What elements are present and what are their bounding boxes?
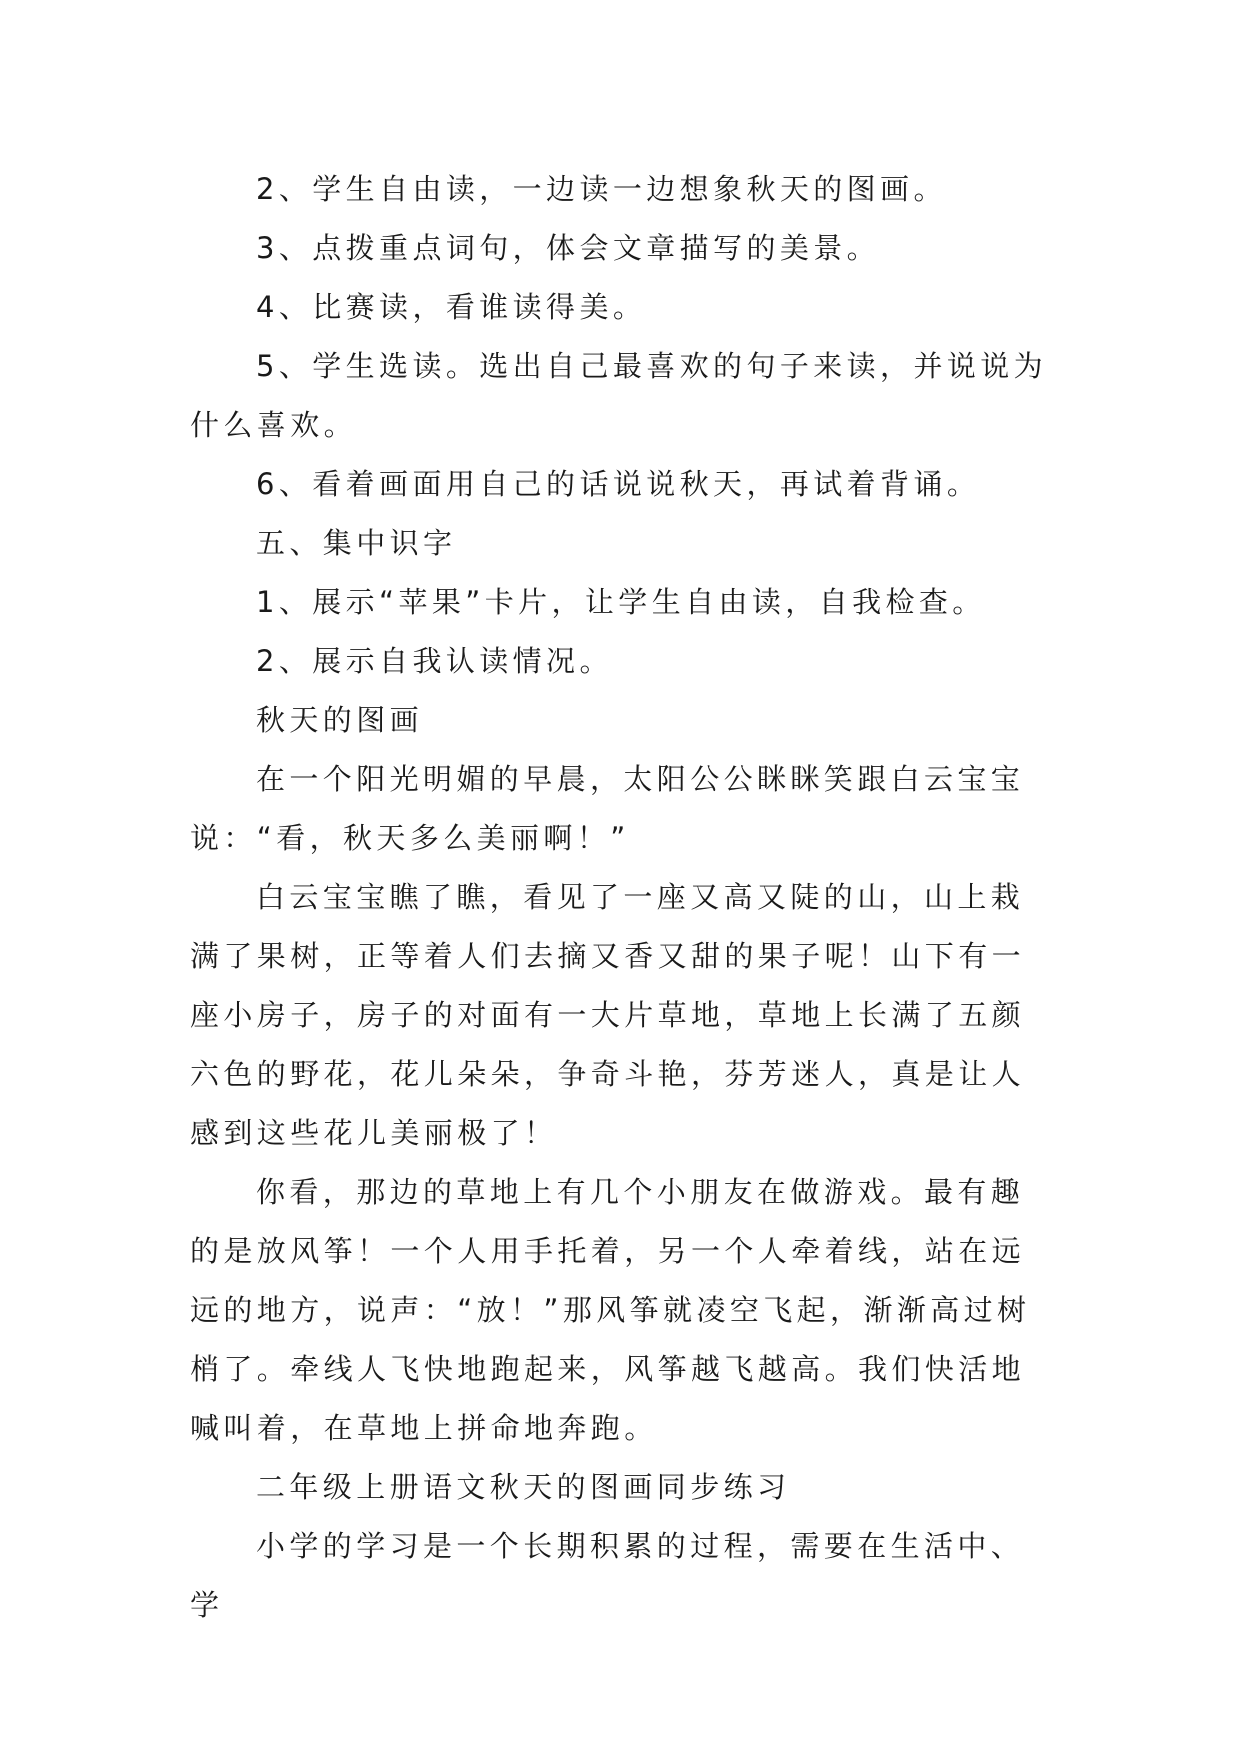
paragraph-step-5: 5、学生选读。选出自己最喜欢的句子来读，并说说为什么喜欢。 [190, 349, 1048, 442]
paragraph-step-6: 6、看着画面用自己的话说说秋天，再试着背诵。 [256, 467, 981, 501]
paragraph-literacy-1: 1、展示“苹果”卡片，让学生自由读，自我检查。 [256, 585, 986, 619]
paragraph-step-2: 2、学生自由读，一边读一边想象秋天的图画。 [256, 172, 947, 206]
exercise-heading: 二年级上册语文秋天的图画同步练习 [256, 1470, 791, 1504]
essay-title: 秋天的图画 [256, 703, 424, 737]
paragraph-literacy-2: 2、展示自我认读情况。 [256, 644, 613, 678]
essay-paragraph-1: 在一个阳光明媚的早晨，太阳公公眯眯笑跟白云宝宝说：“看，秋天多么美丽啊！” [190, 762, 1025, 855]
essay-paragraph-2: 白云宝宝瞧了瞧，看见了一座又高又陡的山，山上栽满了果树，正等着人们去摘又香又甜的果子呢！山下有一座小房子，房子的对面有一大片草地，草地上长满了五颜六色的野花，花儿朵朵，争奇斗艳，芬芳迷人，真是让人感到这些花儿美丽极了！ [190, 880, 1026, 1150]
paragraph-step-3: 3、点拨重点词句，体会文章描写的美景。 [256, 231, 881, 265]
document-body [190, 160, 1052, 1635]
essay-paragraph-3: 你看，那边的草地上有几个小朋友在做游戏。最有趣的是放风筝！一个人用手托着，另一个人牵着线，站在远远的地方，说声：“放！”那风筝就凌空飞起，渐渐高过树梢了。牵线人飞快地跑起来，风筝越飞越高。我们快活地喊叫着，在草地上拼命地奔跑。 [190, 1175, 1031, 1445]
section-heading-literacy: 五、集中识字 [256, 526, 457, 560]
paragraph-step-4: 4、比赛读，看谁读得美。 [256, 290, 647, 324]
exercise-intro: 小学的学习是一个长期积累的过程，需要在生活中、学 [190, 1529, 1025, 1622]
